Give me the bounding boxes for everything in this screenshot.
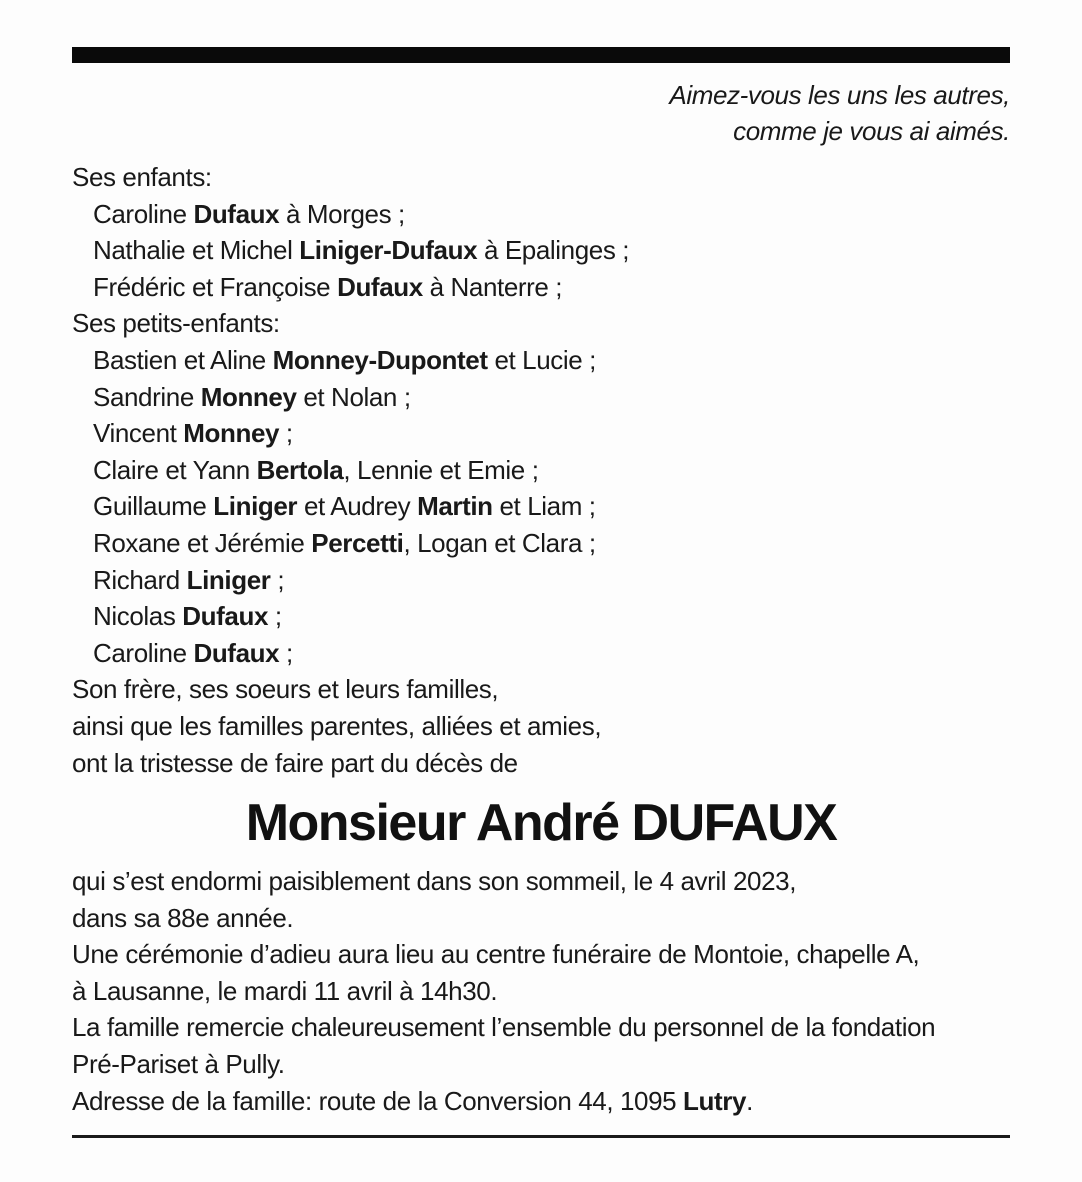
notice-line bbox=[72, 196, 1010, 233]
notice-text: et Audrey bbox=[297, 491, 418, 522]
notice-line bbox=[72, 1009, 1010, 1046]
notice-text: La famille remercie chaleureusement l’ensemble du personnel de la fondation bbox=[72, 1012, 936, 1043]
notice-text: Bastien et Aline bbox=[93, 344, 273, 375]
family-surname: Liniger-Dufaux bbox=[299, 235, 478, 266]
notice-text: et Nolan ; bbox=[296, 381, 411, 412]
family-surname: Liniger bbox=[213, 491, 298, 522]
notice-line bbox=[72, 671, 1010, 708]
notice-line bbox=[72, 708, 1010, 745]
notice-text: Caroline bbox=[93, 198, 194, 229]
notice-text: dans sa 88e année. bbox=[72, 902, 294, 933]
notice-line bbox=[72, 745, 1010, 782]
notice-text: Richard bbox=[93, 564, 187, 595]
notice-line bbox=[72, 488, 1010, 525]
notice-text: et Liam ; bbox=[492, 491, 596, 522]
epigraph-line-2: comme je vous ai aimés. bbox=[733, 116, 1010, 146]
family-surname: Monney bbox=[183, 418, 280, 449]
notice-line bbox=[72, 1046, 1010, 1083]
notice-text: Son frère, ses soeurs et leurs familles, bbox=[72, 674, 499, 705]
notice-line bbox=[72, 415, 1010, 452]
notice-text: Frédéric et Françoise bbox=[93, 271, 338, 302]
family-surname: Dufaux bbox=[193, 198, 280, 229]
grandchildren-header: Ses petits-enfants: bbox=[72, 308, 280, 339]
notice-text: qui s’est endormi paisiblement dans son sommeil, le 4 avril 2023, bbox=[72, 866, 797, 897]
children-list bbox=[72, 196, 1010, 306]
notice-line bbox=[72, 342, 1010, 379]
notice-text: à Epalinges ; bbox=[477, 235, 630, 266]
notice-text: ; bbox=[279, 418, 293, 449]
family-surname: Liniger bbox=[186, 564, 271, 595]
notice-text: à Morges ; bbox=[279, 198, 405, 229]
children-header: Ses enfants: bbox=[72, 162, 212, 192]
top-black-bar bbox=[72, 47, 1010, 63]
family-surname: Martin bbox=[417, 491, 493, 522]
notice-text: ; bbox=[268, 601, 282, 632]
notice-line bbox=[72, 598, 1010, 635]
notice-text: Nathalie et Michel bbox=[93, 235, 300, 266]
notice-text: ainsi que les familles parentes, alliées et amies, bbox=[72, 710, 602, 741]
family-section bbox=[72, 159, 1010, 781]
notice-line bbox=[72, 635, 1010, 672]
bottom-rule bbox=[72, 1135, 1010, 1138]
notice-text: Guillaume bbox=[93, 491, 214, 522]
notice-line bbox=[72, 269, 1010, 306]
family-surname: Dufaux bbox=[182, 601, 268, 632]
family-surname: Monney bbox=[200, 381, 297, 412]
notice-text: Claire et Yann bbox=[93, 454, 257, 485]
notice-text: , Lennie et Emie ; bbox=[343, 454, 539, 485]
epigraph-line-1: Aimez-vous les uns les autres, bbox=[669, 80, 1010, 110]
notice-text: Pré-Pariset à Pully. bbox=[72, 1049, 285, 1080]
family-surname: Lutry bbox=[683, 1085, 747, 1116]
notice-line bbox=[72, 525, 1010, 562]
deceased-name-title: Monsieur André DUFAUX bbox=[245, 794, 837, 853]
notice-text: Sandrine bbox=[93, 381, 201, 412]
notice-text: à Lausanne, le mardi 11 avril à 14h30. bbox=[72, 975, 498, 1006]
family-surname: Dufaux bbox=[337, 271, 423, 302]
family-surname: Bertola bbox=[256, 454, 344, 485]
notice-line bbox=[72, 379, 1010, 416]
closing-lines bbox=[72, 671, 1010, 781]
notice-text: Une cérémonie d’adieu aura lieu au centre funéraire de Montoie, chapelle A, bbox=[72, 939, 920, 970]
notice-text: et Lucie ; bbox=[487, 344, 596, 375]
notice-line bbox=[72, 973, 1010, 1010]
notice-line bbox=[72, 232, 1010, 269]
notice-text: Roxane et Jérémie bbox=[93, 527, 312, 558]
notice-line bbox=[72, 562, 1010, 599]
notice-line bbox=[72, 452, 1010, 489]
notice-line bbox=[72, 900, 1010, 937]
details-section bbox=[72, 863, 1010, 1119]
notice-text: ; bbox=[279, 637, 293, 668]
notice-text: ; bbox=[270, 564, 285, 595]
family-surname: Dufaux bbox=[193, 637, 280, 668]
epigraph bbox=[72, 77, 1010, 149]
family-surname: Monney-Dupontet bbox=[272, 344, 488, 375]
notice-line bbox=[72, 936, 1010, 973]
notice-text: , Logan et Clara ; bbox=[403, 527, 596, 558]
notice-text: Vincent bbox=[93, 418, 184, 449]
notice-line bbox=[72, 863, 1010, 900]
notice-text: ont la tristesse de faire part du décès de bbox=[72, 747, 518, 778]
notice-text: Adresse de la famille: route de la Conversion 44, 1095 bbox=[72, 1085, 684, 1116]
notice-text: . bbox=[746, 1085, 753, 1116]
family-surname: Percetti bbox=[311, 527, 404, 558]
notice-line bbox=[72, 1083, 1010, 1120]
notice-text: à Nanterre ; bbox=[422, 271, 563, 302]
grandchildren-list bbox=[72, 342, 1010, 671]
notice-text: Nicolas bbox=[93, 601, 183, 632]
notice-text: Caroline bbox=[93, 637, 194, 668]
